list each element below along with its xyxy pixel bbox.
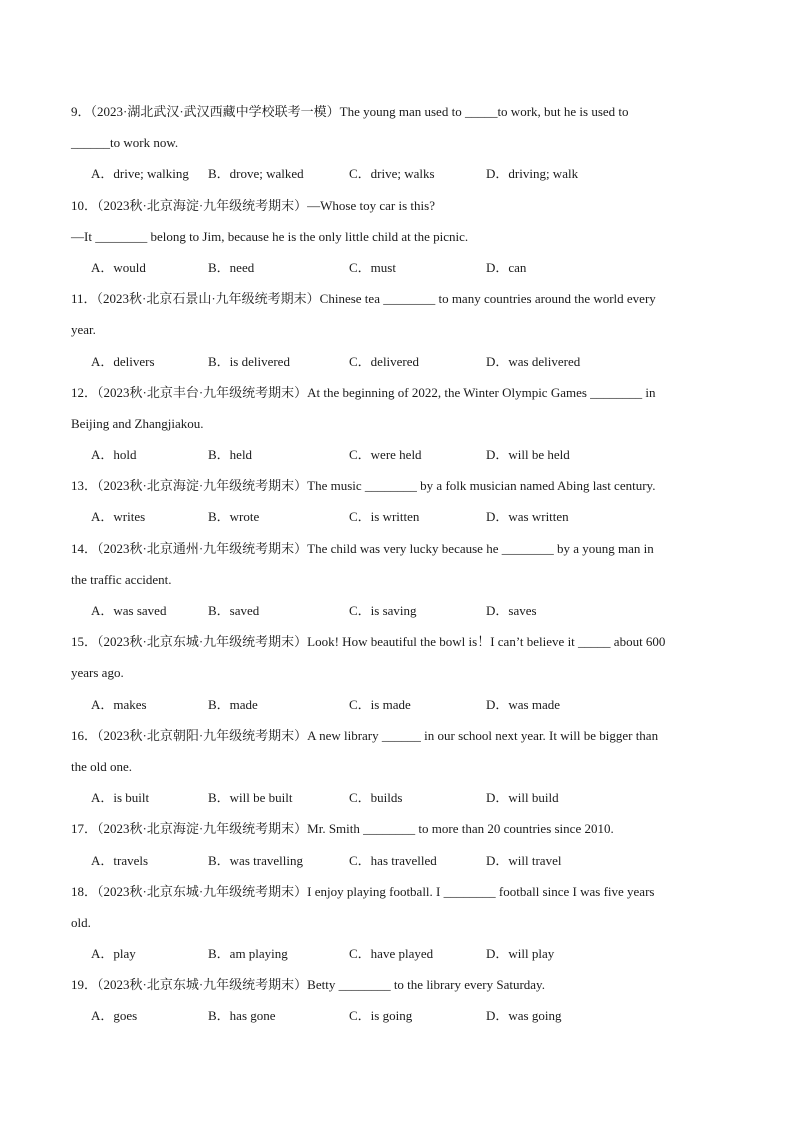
question-item xyxy=(71,813,721,875)
question-item xyxy=(71,190,721,284)
option-d: D．will travel xyxy=(486,852,562,868)
option-c: C．were held xyxy=(349,447,422,463)
question-item xyxy=(71,533,721,627)
option-a: A．play xyxy=(91,946,136,962)
question-item xyxy=(71,720,721,814)
question-stem: 12．（2023秋·北京丰台·九年级统考期末）At the beginning of 2022, the Winter Olympic Games ________ in xyxy=(71,384,656,400)
option-d: D．was written xyxy=(486,509,569,525)
answer-options xyxy=(71,595,721,626)
option-d: D．was made xyxy=(486,696,561,712)
option-b: B．drove; walked xyxy=(208,166,304,182)
option-d: D．was going xyxy=(486,1008,562,1024)
option-d: D．will be held xyxy=(486,447,570,463)
option-b: B．made xyxy=(208,696,258,712)
option-b: B．was travelling xyxy=(208,852,303,868)
option-d: D．will play xyxy=(486,946,555,962)
question-stem: 15．（2023秋·北京东城·九年级统考期末）Look! How beautiful the bowl is！I can’t believe it _____ about 600 xyxy=(71,634,666,650)
question-item xyxy=(71,96,721,190)
question-item xyxy=(71,626,721,720)
question-stem: 17．（2023秋·北京海淀·九年级统考期末）Mr. Smith ________ to more than 20 countries since 2010. xyxy=(71,821,614,837)
question-stem: 9．（2023·湖北武汉·武汉西藏中学校联考一模）The young man used to _____to work, but he is used to xyxy=(71,104,629,119)
option-b: B．held xyxy=(208,447,253,463)
question-item xyxy=(71,876,721,970)
answer-options xyxy=(71,501,721,532)
option-b: B．am playing xyxy=(208,946,288,962)
question-stem-continued: the old one. xyxy=(71,758,133,774)
option-c: C．has travelled xyxy=(349,852,437,868)
question-stem-continued: years ago. xyxy=(71,665,124,681)
option-d: D．can xyxy=(486,259,527,275)
option-c: C．delivered xyxy=(349,353,420,369)
answer-options xyxy=(71,938,721,969)
answer-options xyxy=(71,782,721,813)
question-stem-continued: year. xyxy=(71,322,96,338)
option-b: B．has gone xyxy=(208,1008,276,1024)
option-a: A．drive; walking xyxy=(91,166,189,182)
question-stem: 19．（2023秋·北京东城·九年级统考期末）Betty ________ to the library every Saturday. xyxy=(71,977,545,993)
question-stem-continued: Beijing and Zhangjiakou. xyxy=(71,415,204,431)
option-b: B．need xyxy=(208,259,255,275)
option-d: D．saves xyxy=(486,603,537,618)
answer-options xyxy=(71,439,721,470)
option-a: A．writes xyxy=(91,509,146,525)
question-item xyxy=(71,377,721,471)
answer-options xyxy=(71,252,721,283)
option-d: D．will build xyxy=(486,790,559,806)
option-a: A．goes xyxy=(91,1008,138,1024)
question-stem-continued: old. xyxy=(71,914,91,930)
option-a: A．hold xyxy=(91,447,137,463)
option-c: C．must xyxy=(349,259,396,275)
question-stem: 11．（2023秋·北京石景山·九年级统考期末）Chinese tea ________ to many countries around the world every xyxy=(71,291,656,307)
option-b: B．will be built xyxy=(208,790,293,806)
option-b: B．is delivered xyxy=(208,353,290,369)
option-c: C．drive; walks xyxy=(349,166,435,182)
question-stem: 16．（2023秋·北京朝阳·九年级统考期末）A new library ______ in our school next year. It will be bigger than xyxy=(71,727,659,743)
question-item xyxy=(71,969,721,1031)
option-a: A．was saved xyxy=(91,603,167,618)
option-c: C．is saving xyxy=(349,603,417,618)
question-stem: 18．（2023秋·北京东城·九年级统考期末）I enjoy playing football. I ________ football since I was five years xyxy=(71,883,655,899)
answer-options xyxy=(71,1000,721,1031)
question-list xyxy=(71,96,721,1032)
question-item xyxy=(71,283,721,377)
question-stem: 13．（2023秋·北京海淀·九年级统考期末）The music ________ by a folk musician named Abing last century. xyxy=(71,478,656,494)
option-a: A．delivers xyxy=(91,353,155,369)
answer-options xyxy=(71,689,721,720)
option-c: C．is going xyxy=(349,1008,413,1024)
option-a: A．would xyxy=(91,259,146,275)
answer-options xyxy=(71,158,721,189)
option-b: B．wrote xyxy=(208,509,260,525)
question-stem-continued: ______to work now. xyxy=(71,135,179,151)
option-a: A．is built xyxy=(91,790,150,806)
option-d: D．driving; walk xyxy=(486,166,579,182)
question-stem: 10．（2023秋·北京海淀·九年级统考期末）—Whose toy car is this? xyxy=(71,197,435,213)
option-a: A．travels xyxy=(91,852,149,868)
question-stem: 14．（2023秋·北京通州·九年级统考期末）The child was very lucky because he ________ by a young man in xyxy=(71,540,654,556)
question-stem-continued: —It ________ belong to Jim, because he is the only little child at the picnic. xyxy=(71,228,469,244)
answer-options xyxy=(71,346,721,377)
option-c: C．is made xyxy=(349,696,411,712)
answer-options xyxy=(71,845,721,876)
option-c: C．have played xyxy=(349,946,434,962)
question-item xyxy=(71,470,721,532)
option-c: C．builds xyxy=(349,790,403,806)
option-c: C．is written xyxy=(349,509,420,525)
question-stem-continued: the traffic accident. xyxy=(71,571,172,587)
option-a: A．makes xyxy=(91,696,147,712)
option-d: D．was delivered xyxy=(486,353,581,369)
option-b: B．saved xyxy=(208,603,260,618)
